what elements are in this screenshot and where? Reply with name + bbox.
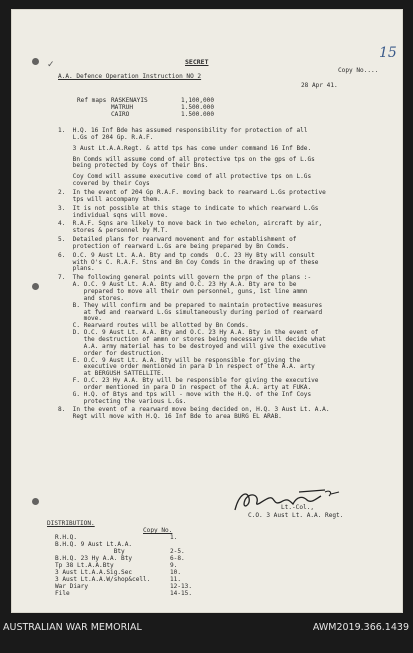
copy-no-header: Copy No. [143, 527, 173, 534]
punch-hole-bottom [32, 498, 39, 505]
body-line: Regt will move with H.Q. 16 Inf Bde to area BURG EL ARAB. [58, 413, 282, 421]
body-line: C. Rearward routes will be allotted by Bn Comds. [58, 322, 249, 330]
body-line: D. O.C. 9 Aust Lt. A.A. Bty and O.C. 23 Hy A.A. Bty in the event of [58, 329, 319, 337]
map-scale: 1.500.000 [181, 104, 215, 111]
map-scale: 1.500.000 [181, 111, 215, 118]
body-line: move. [58, 315, 103, 323]
archive-footer [0, 613, 413, 653]
body-line: the destruction of ammn or stores being necessary will decide what [58, 335, 326, 343]
body-line: tps will accompany them. [58, 195, 161, 203]
body-line: order mentioned in para D in respect of the A.A. arty at FUKA. [58, 383, 312, 391]
footer-source: AUSTRALIAN WAR MEMORIAL [3, 622, 142, 633]
map-name: RASKENAYIS [111, 97, 148, 104]
body-line: 5. Detailed plans for rearward movement and for establishment of [58, 236, 297, 244]
distribution-copy: 2-5. [170, 548, 185, 555]
body-line: A.A. army material has to be destroyed and will give the executive [58, 342, 326, 350]
body-line: 1. H.Q. 16 Inf Bde has assumed responsibility for protection of all [58, 127, 308, 134]
distribution-copy: 10. [170, 569, 182, 576]
map-name: MATRUH [111, 104, 134, 111]
distribution-recipient: Tp 38 Lt.A.A.Bty [55, 562, 114, 569]
body-line: protecting the various L.Gs. [58, 397, 187, 405]
distribution-recipient: R.H.Q. [55, 534, 78, 541]
distribution-recipient: B.H.Q. 9 Aust Lt.A.A. [55, 541, 133, 548]
secret-heading: SECRET [185, 58, 209, 66]
body-line: 6. O.C. 9 Aust Lt. A.A. Bty and tp comds O.C. 23 Hy Bty will consult [58, 251, 315, 259]
body-line: and stores. [58, 294, 125, 302]
punch-hole-middle [32, 283, 39, 290]
body-line: 3 Aust Lt.A.A.Regt. & attd tps has come under command 16 Inf Bde. [58, 144, 312, 152]
distribution-copy: 9. [170, 562, 178, 569]
document-page [11, 9, 403, 613]
tick-mark: ✓ [47, 60, 55, 70]
distribution-recipient: 3 Aust Lt.A.A.Sig.Sec [55, 569, 133, 576]
body-line: 2. In the event of 204 Gp R.A.F. moving back to rearward L.Gs protective [58, 188, 326, 196]
body-line: Bn Comds will assume comd of all protective tps on the gps of L.Gs [58, 155, 315, 163]
signature-rank: Lt.-Col., [281, 504, 315, 511]
body-line: at BERGUSH SATTELLITE. [58, 370, 165, 378]
distribution-copy: 1. [170, 534, 178, 541]
body-line: protection of rearward L.Gs are being prepared by Bn Comds. [58, 242, 290, 250]
body-line: B. They will confirm and be prepared to maintain protective measures [58, 301, 323, 309]
body-line: prepared to move all their own personnel, guns, 1st line ammn [58, 288, 308, 295]
distribution-copy: 12-13. [170, 583, 193, 590]
distribution-copy: 11. [170, 576, 182, 583]
body-line: 4. R.A.F. Sqns are likely to move back in two echelon, aircraft by air, [58, 220, 323, 228]
maps-label: Ref maps [77, 97, 107, 104]
body-line: 7. The following general points will govern the prpn of the plans :- [58, 274, 312, 282]
body-line: being protected by Coys of their Bns. [58, 162, 209, 170]
body-line: executive order mentioned in para D in respect of the A.A. arty [58, 363, 315, 371]
body-line: G. H.Q. of Btys and tps will - move with the H.Q. of the Inf Coys [58, 390, 312, 398]
body-line: 3. It is not possible at this stage to indicate to which rearward L.Gs [58, 204, 319, 212]
instruction-title: A.A. Defence Operation Instruction NO 2 [58, 73, 202, 80]
copy-number: Copy No.... [338, 67, 379, 74]
body-line: L.Gs of 204 Gp. R.A.F. [58, 133, 154, 141]
map-scale: 1,100,000 [181, 97, 215, 104]
map-name: CAIRO [111, 111, 130, 118]
distribution-recipient: File [55, 590, 70, 597]
body-line: stores & personnel by M.T. [58, 227, 169, 235]
distribution-title: DISTRIBUTION. [47, 520, 95, 527]
distribution-recipient: War Diary [55, 583, 89, 590]
body-line: individual sqns will move. [58, 211, 169, 219]
body-line: A. O.C. 9 Aust Lt. A.A. Bty and O.C. 23 Hy A.A. Bty are to be [58, 281, 297, 289]
distribution-copy: 14-15. [170, 590, 193, 597]
body-line: with O's C. R.A.F. Stns and Bn Coy Comds in the drawing up of these [58, 258, 319, 266]
body-line: 8. In the event of a rearward move being decided on, H.Q. 3 Aust Lt. A.A. [58, 406, 330, 414]
body-line: order for destruction. [58, 349, 165, 357]
footer-accession-number: AWM2019.366.1439 [312, 622, 409, 633]
margin-copy-mark: 15 [379, 45, 397, 61]
body-line: at fwd and rearward L.Gs simultaneously during period of rearward [58, 308, 323, 316]
distribution-copy: 6-8. [170, 555, 185, 562]
signature-unit: C.O. 3 Aust Lt. A.A. Regt. [248, 512, 344, 519]
distribution-recipient: Bty [55, 548, 125, 555]
distribution-recipient: 3 Aust Lt.A.A.W/shop&cell. [55, 576, 151, 583]
body-line: plans. [58, 265, 95, 273]
body-line: Coy Comd will assume executive comd of all protective tps on L.Gs [58, 173, 312, 181]
body-line: covered by their Coys [58, 180, 150, 188]
distribution-recipient: B.H.Q. 23 Hy A.A. Bty [55, 555, 133, 562]
punch-hole-top [32, 58, 39, 65]
document-date: 28 Apr 41. [301, 82, 338, 89]
body-line: F. O.C. 23 Hy A.A. Bty will be responsible for giving the executive [58, 377, 319, 385]
body-line: E. O.C. 9 Aust Lt. A.A. Bty will be responsible for giving the [58, 356, 301, 364]
